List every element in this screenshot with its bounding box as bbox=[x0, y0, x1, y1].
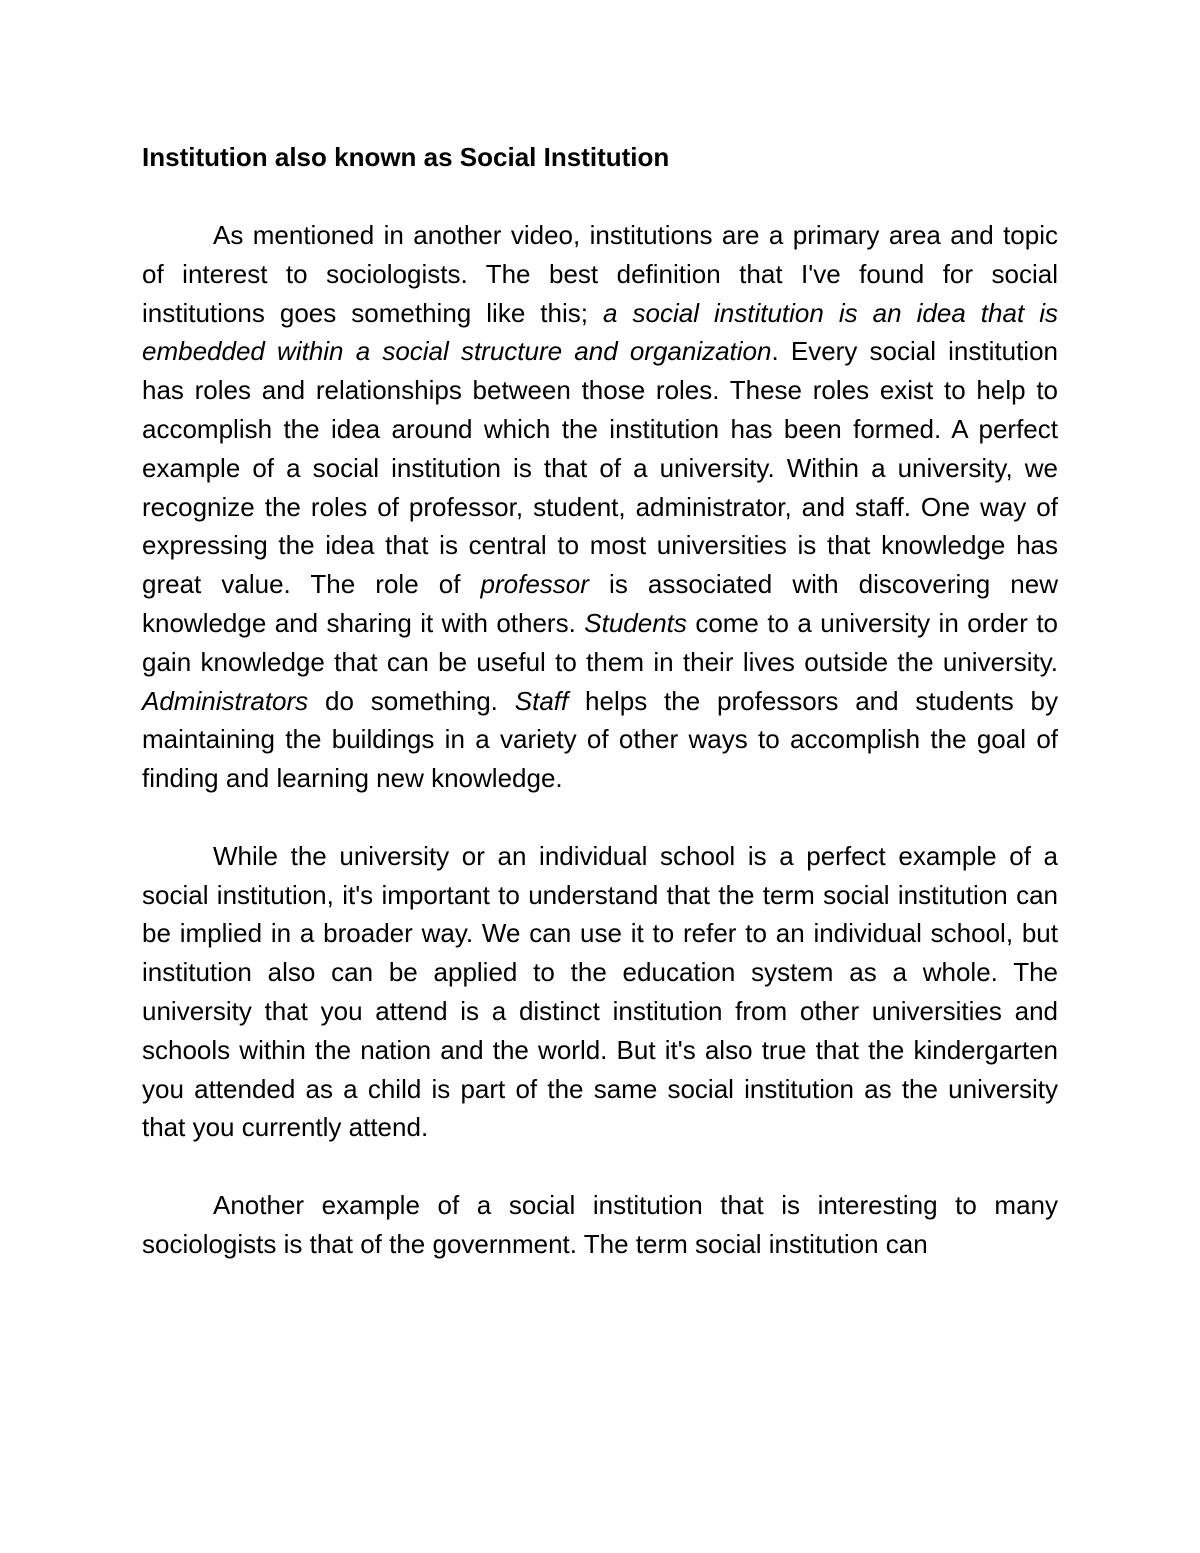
text-run: While the university or an individual school is a perfect example of a social institution, it's important to understand that the term social institution can be implied in a broader way. We can use it to refer to an individual school, but institution also can be applied to the education system as a whole. The university that you attend is a distinct institution from other universities and schools within the nation and the world. But it's also true that the kindergarten you attended as a child is part of the same social institution as the university that you currently attend. bbox=[142, 840, 1058, 1143]
document-body bbox=[142, 138, 1058, 1302]
italic-run: Students bbox=[584, 607, 687, 638]
italic-run: a social institution is an idea that is embedded within a social structure and organization bbox=[142, 297, 1058, 367]
paragraph-1 bbox=[142, 216, 1058, 798]
italic-run: Administrators bbox=[142, 685, 309, 716]
italic-run: Staff bbox=[514, 685, 569, 716]
paragraph-2 bbox=[142, 837, 1058, 1147]
text-run: Another example of a social institution that is interesting to many sociologists is that of the government. The term social institution can bbox=[142, 1189, 1058, 1259]
text-run: . Every social institution has roles and relationships between those roles. These roles exist to help to accomplish the idea around which the institution has been formed. A perfect example of a social institution is that of a university. Within a university, we recognize the roles of professor, student, administrator, and staff. One way of expressing the idea that is central to most universities is that knowledge has great value. The role of bbox=[142, 336, 1058, 600]
paragraph-3 bbox=[142, 1186, 1058, 1264]
italic-run: professor bbox=[480, 569, 589, 600]
document-title: Institution also known as Social Institution bbox=[142, 142, 670, 172]
text-run: As mentioned in another video, institutions are a primary area and topic of interest to sociologists. The best definition that I've found for social institutions goes something like this; bbox=[142, 220, 1058, 328]
text-run: do something. bbox=[308, 685, 515, 716]
text-run: is associated with discovering new knowledge and sharing it with others. bbox=[142, 569, 1058, 638]
text-run: helps the professors and students by maintaining the buildings in a variety of other ways to accomplish the goal of finding and learning new knowledge. bbox=[142, 685, 1058, 794]
text-run: come to a university in order to gain knowledge that can be useful to them in their lives outside the university. bbox=[142, 607, 1059, 677]
